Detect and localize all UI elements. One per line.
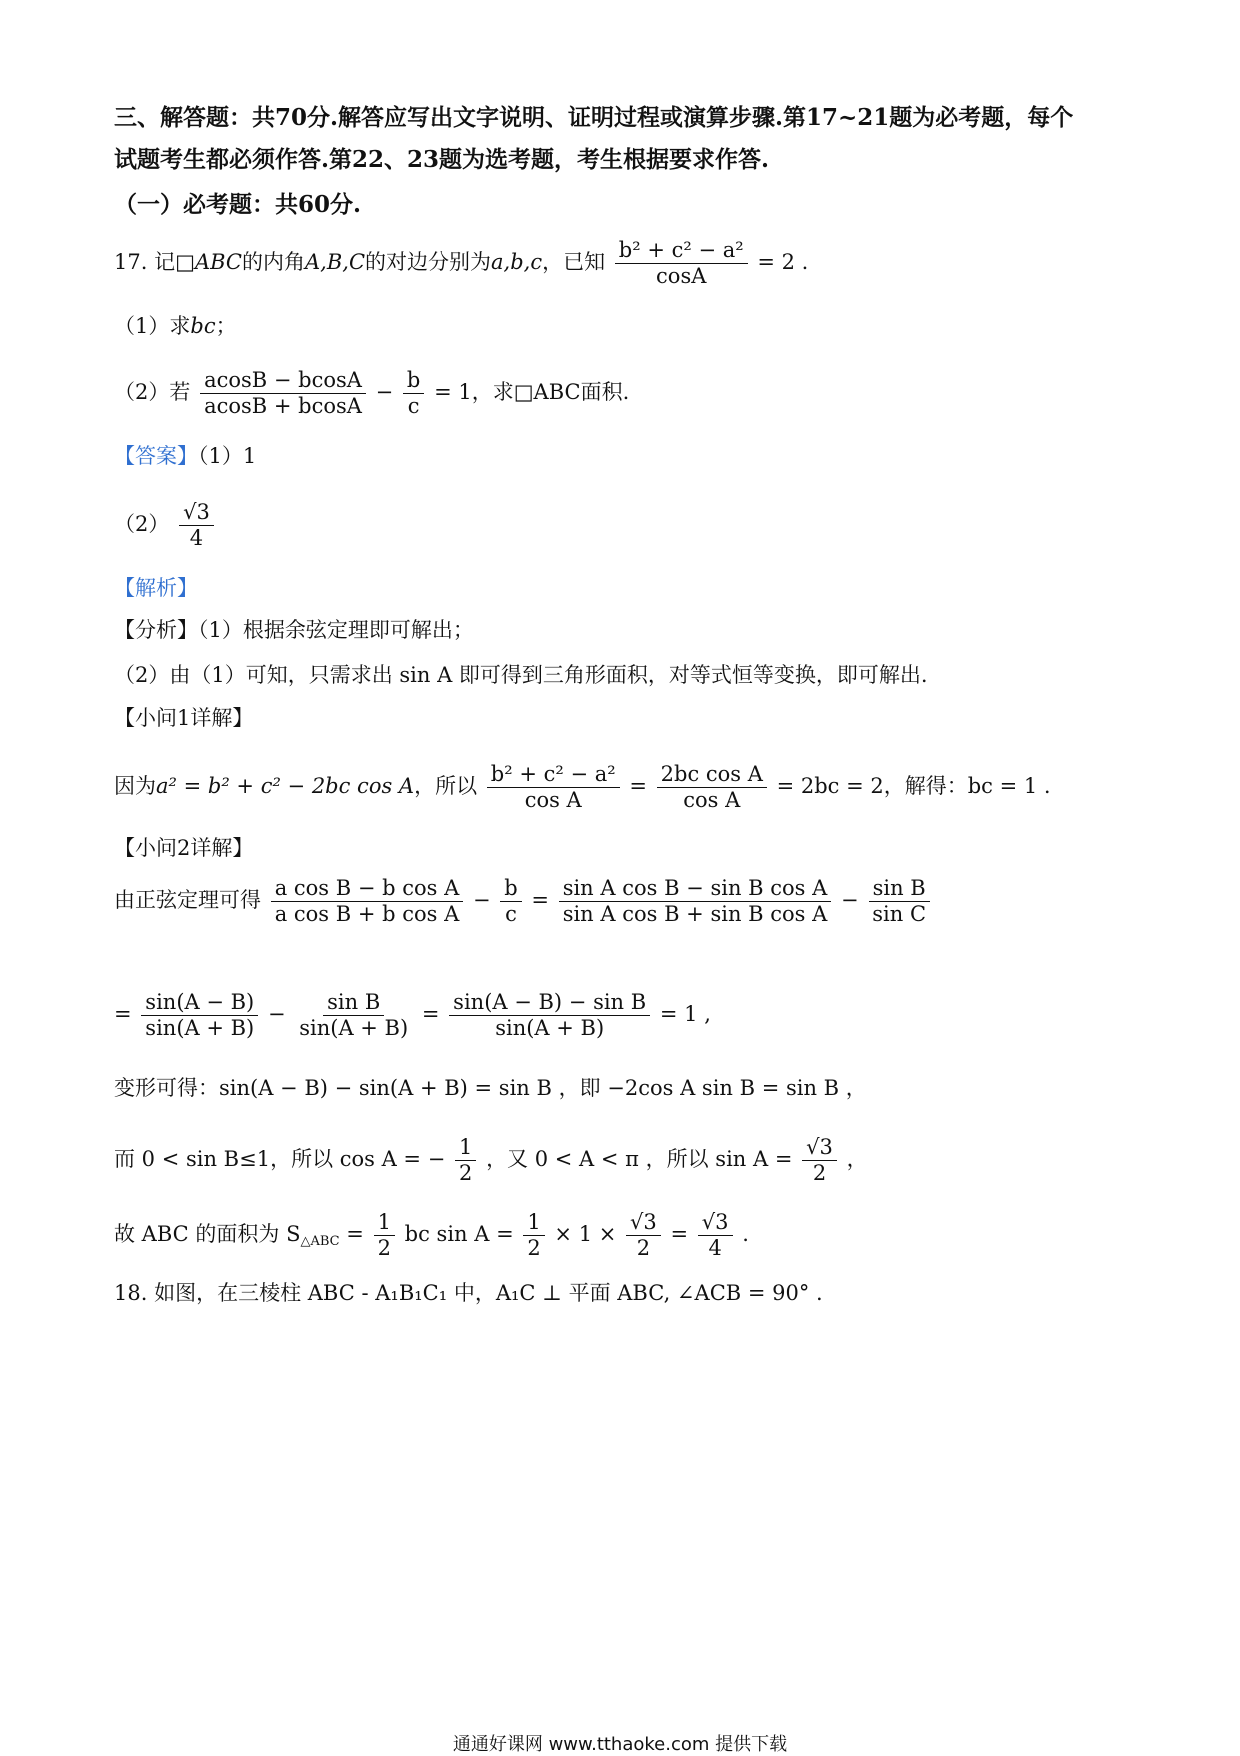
fenxi-tag: 【分析】 [114, 618, 198, 642]
fraction-denominator: c [407, 394, 420, 418]
q17-part1-var: bc [190, 314, 216, 338]
section-heading-line1: 三、解答题：共70分.解答应写出文字说明、证明过程或演算步骤.第17~21题为必考题，每个 [114, 104, 1074, 131]
q17-part1-label: （1）求 [114, 314, 191, 338]
fraction-numerator: 1 [523, 1210, 544, 1236]
q17-part2: （2）若 $\frac{acosB - bcosA}{acosB + bcosA}$ − $\frac{b}{c}$ = 1，求□ABC面积. [114, 368, 630, 418]
q1-cosine-law: a² = b² + c² − 2bc cos A [156, 774, 415, 798]
q2-line3: 变形可得：sin(A − B) − sin(A + B) = sin B ，即 −2cos A sin B = sin B ， [114, 1076, 867, 1100]
q2-l5-fraction1 [374, 1210, 395, 1261]
answer-part2-label: （2） [114, 512, 170, 536]
fraction-numerator: 1 [455, 1135, 476, 1161]
q2-l5-fraction2 [523, 1210, 544, 1261]
fraction-denominator: 2 [459, 1161, 473, 1185]
fraction-denominator: sin A cos B + sin B cos A [562, 902, 828, 926]
fenxi-line1 [114, 620, 474, 641]
q17-text: ，已知 [542, 250, 606, 274]
fenxi-line2: （2）由（1）可知，只需求出 sin A 即可得到三角形面积，对等式恒等变换，即可解出. [114, 663, 928, 687]
q1-fraction2 [657, 762, 767, 813]
section-subheading: （一）必考题：共60分. [114, 191, 362, 218]
q1-end: = 2bc = 2，解得：bc = 1 . [776, 774, 1051, 798]
q2-fraction1 [271, 876, 464, 927]
q2-l2-end: = 1 , [659, 1002, 711, 1026]
q17-part1-end: ； [215, 314, 237, 338]
fraction-numerator: √3 [179, 500, 214, 526]
q17-text: 的内角 [242, 250, 305, 274]
q18-statement: 18. 如图，在三棱柱 ABC - A₁B₁C₁ 中，A₁C ⊥ 平面 ABC, ∠ACB = 90° . [114, 1281, 823, 1305]
q17-angles: A,B,C [305, 250, 366, 274]
fraction-numerator: √3 [802, 1135, 837, 1161]
fraction-numerator: a cos B − b cos A [271, 876, 464, 902]
q1-detail-title: 【小问1详解】 [114, 706, 254, 730]
fraction-numerator: b² + c² − a² [487, 762, 620, 788]
fraction-denominator: 2 [377, 1236, 391, 1260]
q2-l2-fraction2 [295, 990, 412, 1041]
q2-l5-text: 故 ABC 的面积为 S [114, 1222, 301, 1246]
q1-pre: 因为 [114, 774, 156, 798]
fraction-numerator: acosB − bcosA [200, 368, 366, 394]
q17-part2-rest: = 1，求□ABC面积. [434, 380, 630, 404]
q1-detail-line: 因为a² = b² + c² − 2bc cos A，所以 $\frac{\text{b² + c² − a²}}{\text{cos A}}$ = $\frac{\text{2bc cos A}}{\text{cos A}}$ = 2bc = 2，解得：bc = 1 . [114, 762, 1051, 812]
fraction-denominator: sin(A + B) [145, 1016, 255, 1040]
q17-part2-label: （2）若 [114, 380, 191, 404]
q2-line1: 由正弦定理可得 $\frac{\text{a cos B − b cos A}}{\text{a cos B + b cos A}}$ − $\frac{b}{c}$ = $\frac{\text{sin A cos B − sin B cos A}}{\text{sin A cos B + sin B cos A}}$ − $\frac{\text{sin B}}{\text{sin C}}$ [114, 876, 933, 927]
q2-l4-text: ，又 0 < A < π ，所以 sin A = [486, 1147, 793, 1171]
fraction-denominator: a cos B + b cos A [274, 902, 460, 926]
fraction-denominator: 4 [708, 1236, 722, 1260]
q2-fraction4 [868, 876, 930, 927]
answer-part1: （1）1 [198, 444, 257, 468]
q1-mid: ，所以 [414, 774, 478, 798]
q2-l2-fraction1 [141, 990, 258, 1041]
fraction-denominator: c [505, 902, 517, 926]
q2-l5-text: × 1 × [554, 1222, 617, 1246]
q2-pre: 由正弦定理可得 [114, 888, 261, 912]
fraction-numerator: sin(A − B) − sin B [449, 990, 650, 1016]
fraction-denominator: sin C [872, 902, 927, 926]
q2-l5-text: bc sin A = [404, 1222, 514, 1246]
section-heading-line2: 试题考生都必须作答.第22、23题为选考题，考生根据要求作答. [114, 146, 770, 173]
fraction-numerator: √3 [626, 1210, 661, 1236]
q2-l5-end: . [742, 1222, 749, 1246]
q2-l4-fraction2 [802, 1135, 837, 1186]
fraction-denominator: cosA [656, 264, 707, 288]
fraction-denominator: acosB + bcosA [204, 394, 362, 418]
q2-fraction3 [559, 876, 832, 927]
q2-l5-eq: = [346, 1222, 364, 1246]
q17-text: 记 [154, 250, 176, 274]
q2-detail-title: 【小问2详解】 [114, 836, 254, 860]
q2-l5-subscript: △ABC [300, 1234, 340, 1249]
fraction-denominator: 2 [527, 1236, 541, 1260]
fraction-numerator: sin B [323, 990, 384, 1016]
footer: 通通好课网 www.tthaoke.com 提供下载 [452, 1734, 788, 1755]
q1-fraction1 [487, 762, 620, 813]
fraction-denominator: 4 [189, 526, 204, 550]
q2-l5-fraction3 [626, 1210, 661, 1261]
q17-number: 17. [114, 250, 148, 274]
q17-statement [114, 238, 808, 289]
answer-part2-fraction [179, 500, 214, 551]
q2-line2: = $\frac{\sin(A - B)}{\sin(A + B)}$ − $\frac{\text{sin B}}{\sin(A + B)}$ = $\frac{\text{sin(A − B) − sin B}}{\sin(A + B)}$ = 1 , [114, 990, 711, 1040]
q17-given-fraction [615, 238, 748, 289]
answer-line2 [114, 500, 217, 551]
answer-tag: 【答案】 [114, 444, 198, 468]
q17-rhs: = 2 . [757, 250, 809, 274]
q17-sides: a,b,c [491, 250, 543, 274]
q17-triangle-symbol: □ [175, 250, 195, 274]
fraction-numerator: b² + c² − a² [615, 238, 748, 264]
fraction-numerator: sin B [869, 876, 930, 902]
analysis-tag: 【解析】 [114, 576, 198, 600]
q17-abc: ABC [194, 250, 242, 274]
q17-part1 [114, 316, 237, 337]
fraction-denominator: 2 [812, 1161, 827, 1185]
fraction-numerator: 1 [374, 1210, 395, 1236]
q17-part2-bc-fraction [403, 368, 424, 419]
fraction-numerator: 2bc cos A [657, 762, 767, 788]
fraction-numerator: sin(A − B) [141, 990, 258, 1016]
q2-l5-eq: = [670, 1222, 689, 1246]
q2-l4-end: ， [846, 1147, 868, 1171]
q2-l2-fraction3 [449, 990, 650, 1041]
q2-line4 [114, 1135, 868, 1186]
q2-l4-fraction1 [455, 1135, 476, 1186]
q2-l4-text: 而 0 < sin B≤1，所以 cos A = − [114, 1147, 446, 1171]
fraction-numerator: b [500, 876, 521, 902]
fraction-denominator: sin(A + B) [495, 1016, 605, 1040]
fraction-denominator: 2 [636, 1236, 651, 1260]
q17-part2-fraction [200, 368, 366, 419]
fraction-denominator: cos A [683, 788, 741, 812]
q17-text: 的对边分别为 [365, 250, 492, 274]
q2-l5-fraction4 [698, 1210, 733, 1261]
fraction-numerator: b [403, 368, 424, 394]
fraction-denominator: cos A [524, 788, 582, 812]
q2-fraction2 [500, 876, 521, 927]
fraction-numerator: sin A cos B − sin B cos A [559, 876, 832, 902]
fraction-denominator: sin(A + B) [299, 1016, 409, 1040]
answer-line1 [114, 446, 256, 467]
fenxi-text1: （1）根据余弦定理即可解出； [198, 618, 474, 642]
fraction-numerator: √3 [698, 1210, 733, 1236]
q2-line5 [114, 1210, 749, 1261]
